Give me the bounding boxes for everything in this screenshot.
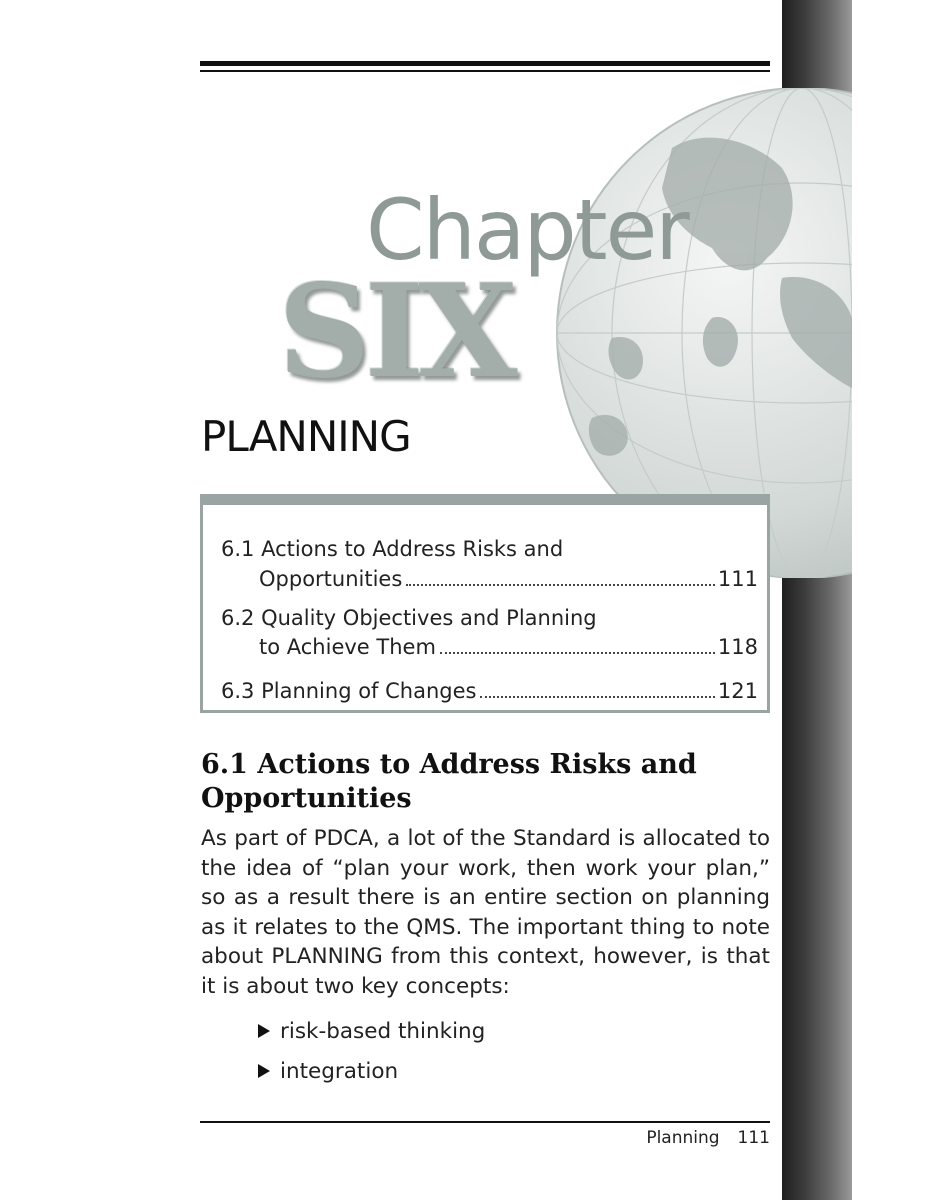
page-number: 111 bbox=[737, 1128, 770, 1148]
chapter-title: PLANNING bbox=[201, 412, 411, 461]
toc-entry-label: to Achieve Them bbox=[259, 635, 436, 659]
toc-entry-6-2[interactable] bbox=[221, 606, 597, 630]
top-rule-thin bbox=[200, 70, 770, 72]
toc-entry-6-1-cont[interactable] bbox=[221, 567, 758, 591]
bullet-text: integration bbox=[280, 1058, 399, 1084]
toc-entry-label: 6.2 Quality Objectives and Planning bbox=[221, 606, 597, 630]
chapter-label: Chapter bbox=[366, 181, 688, 279]
dot-leader bbox=[406, 584, 715, 586]
list-item bbox=[258, 1051, 485, 1091]
toc-entry-6-1[interactable] bbox=[221, 537, 563, 561]
running-title: Planning bbox=[646, 1128, 720, 1148]
triangle-bullet-icon bbox=[258, 1064, 270, 1078]
top-rule bbox=[200, 61, 770, 66]
toc-entry-6-3[interactable] bbox=[221, 679, 758, 703]
footer-rule bbox=[200, 1121, 770, 1123]
chapter-contents-box bbox=[200, 494, 770, 713]
toc-entry-label: Opportunities bbox=[259, 567, 403, 591]
toc-entry-6-2-cont[interactable] bbox=[221, 635, 758, 659]
bullet-list bbox=[258, 1011, 485, 1091]
toc-page-number: 111 bbox=[717, 567, 758, 591]
page-footer bbox=[600, 1128, 770, 1148]
bullet-text: risk-based thinking bbox=[280, 1018, 486, 1044]
list-item bbox=[258, 1011, 485, 1051]
triangle-bullet-icon bbox=[258, 1024, 270, 1038]
toc-entry-label: 6.3 Planning of Changes bbox=[221, 679, 477, 703]
toc-entry-label: 6.1 Actions to Address Risks and bbox=[221, 537, 564, 561]
dot-leader bbox=[480, 696, 714, 698]
toc-page-number: 118 bbox=[717, 635, 758, 659]
body-paragraph: As part of PDCA, a lot of the Standard is allocated to the idea of “plan your work, then work your plan,” so as a result there is an entire section on planning as it relates to the QMS. The important thing to note about PLANNING from this context, however, is that it is about two key concepts: bbox=[201, 826, 770, 999]
chapter-number: SIX bbox=[278, 257, 512, 407]
section-heading: 6.1 Actions to Address Risks and Opportunities bbox=[201, 749, 697, 814]
toc-page-number: 121 bbox=[717, 679, 758, 703]
dot-leader bbox=[440, 652, 715, 654]
